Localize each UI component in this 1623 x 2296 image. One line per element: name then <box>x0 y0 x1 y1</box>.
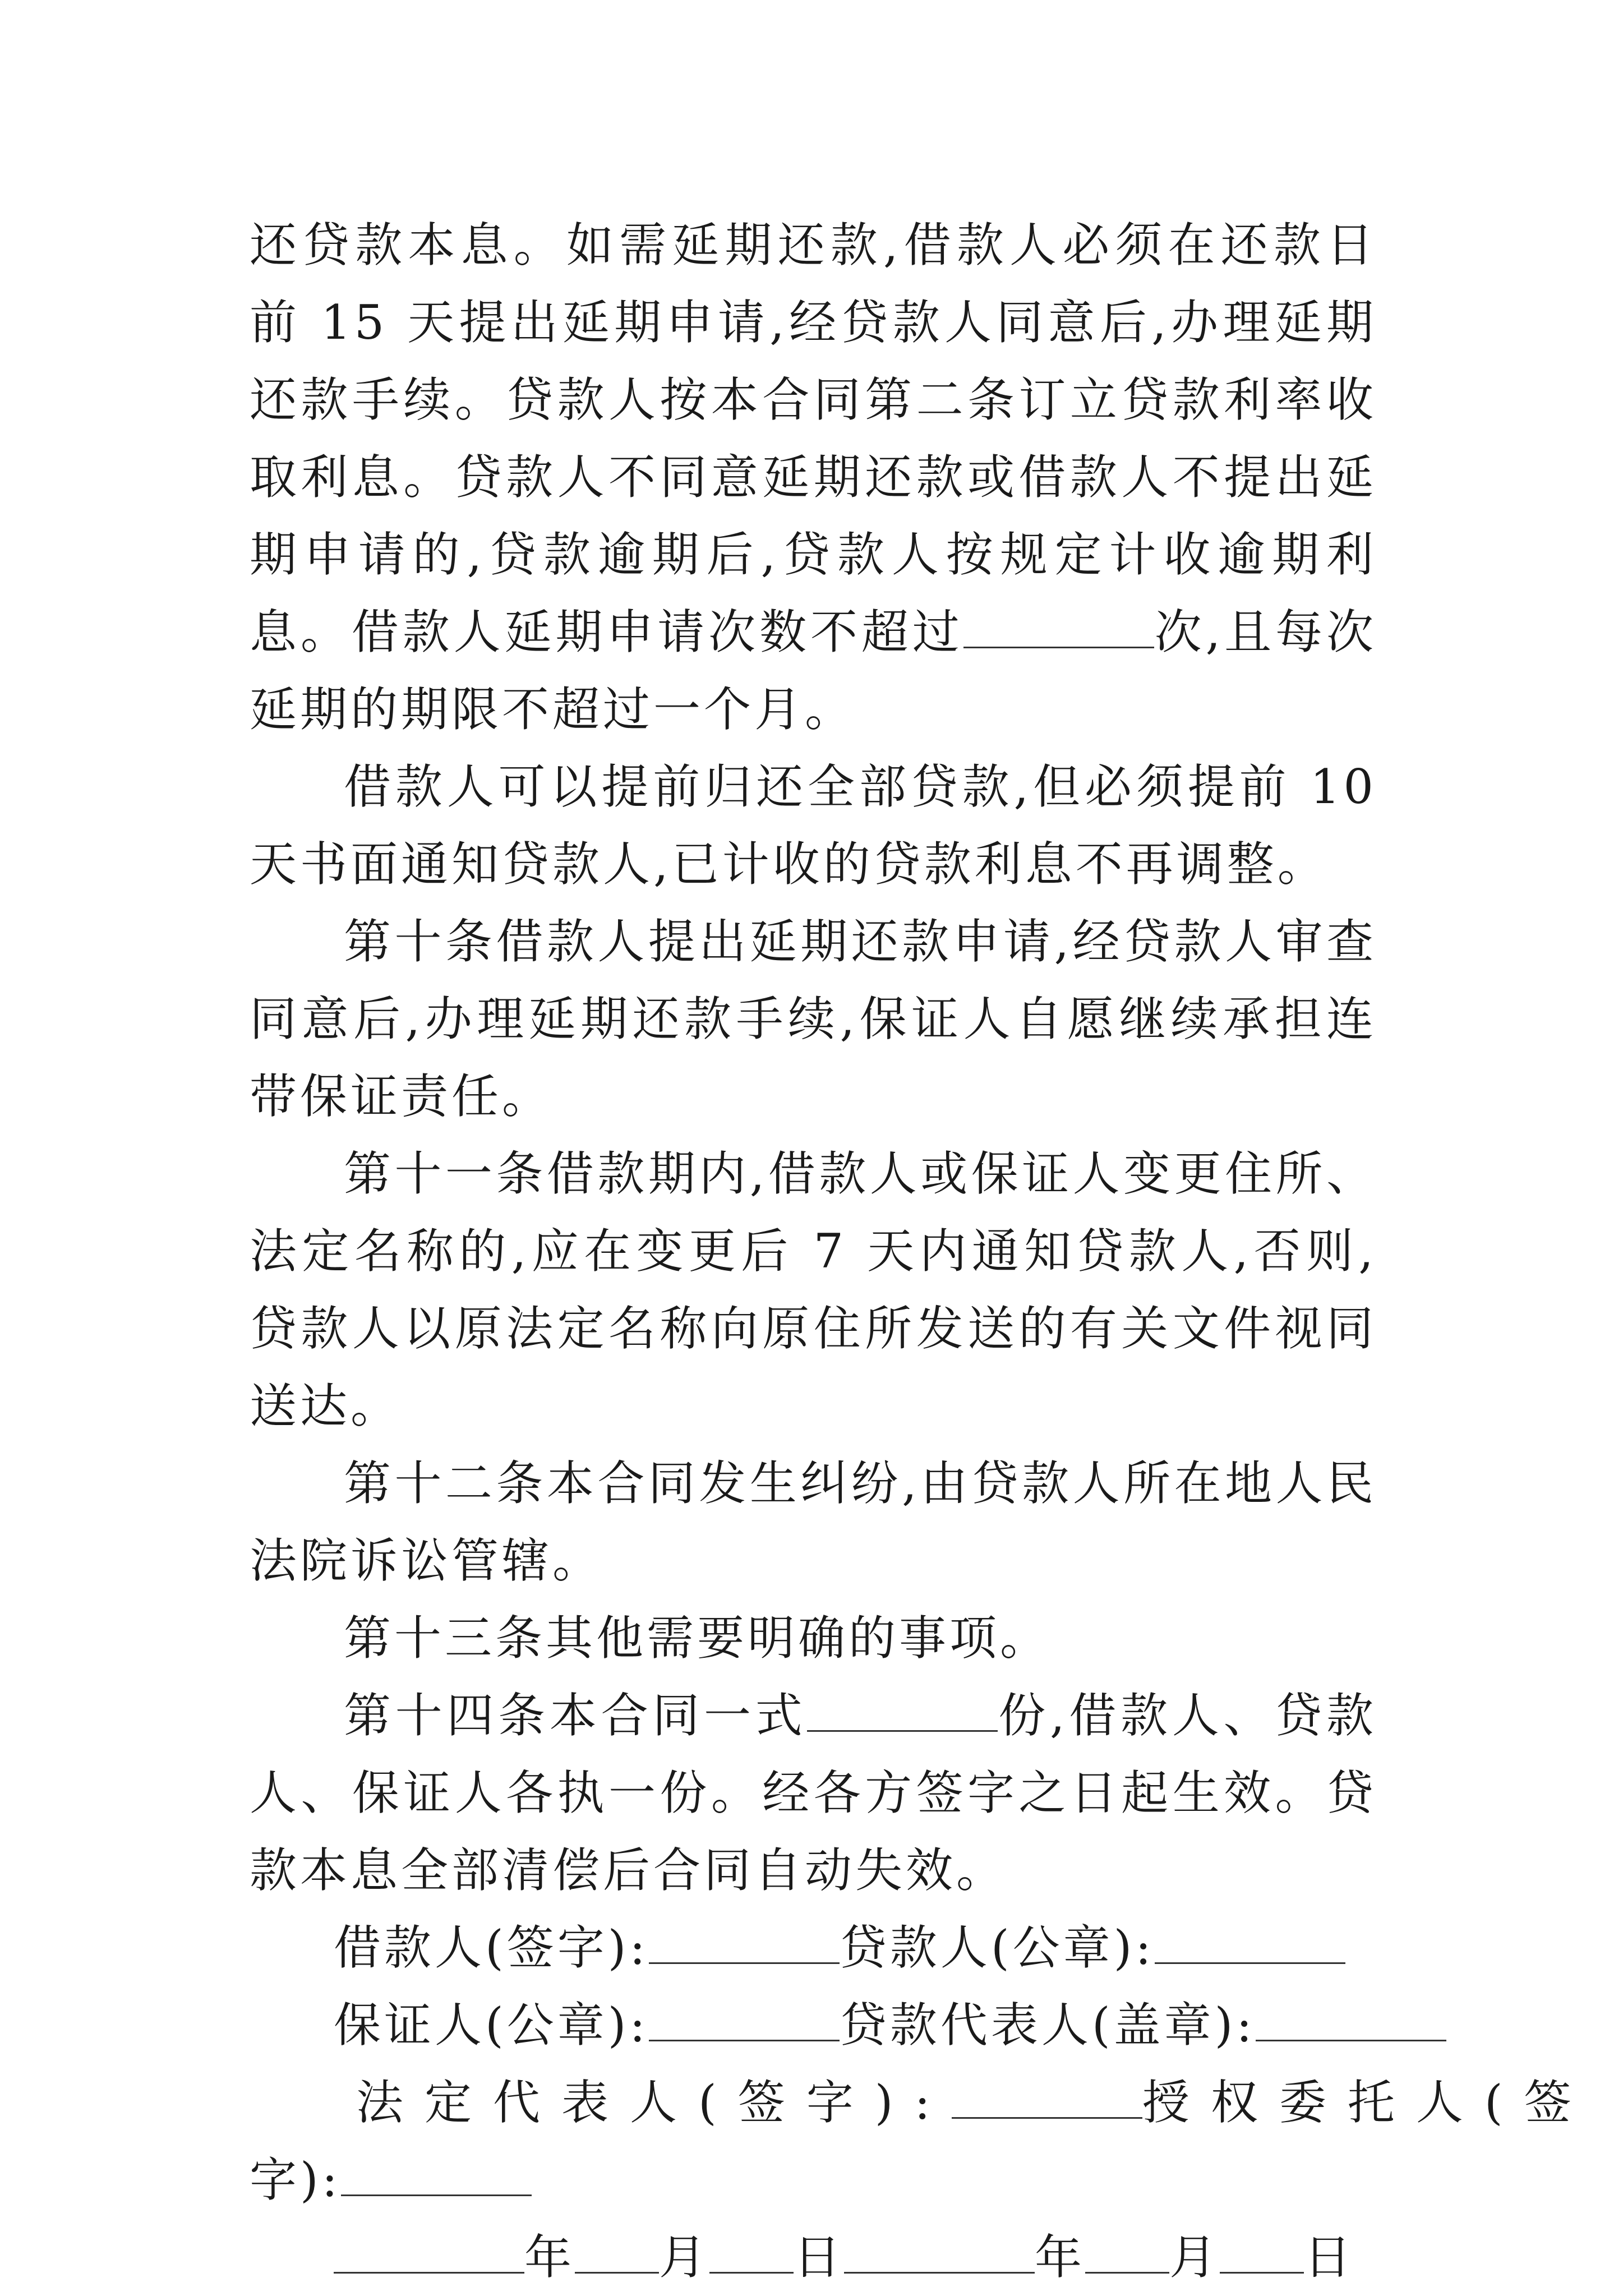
article-12: 第十二条本合同发生纠纷,由贷款人所在地人民法院诉讼管辖。 <box>250 1456 1377 1588</box>
paragraph-text: 第十四条本合同一式 <box>344 1688 807 1743</box>
article-14 <box>250 1677 1377 1909</box>
paragraph-text: 还贷款本息。如需延期还款,借款人必须在还款日前 15 天提出延期申请,经贷款人同意后,办理延期还款手续。贷款人按本合同第二条订立贷款利率收取利息。贷款人不同意延期还款或借款人不提出延期申请的,贷款逾期后,贷款人按规定计收逾期利息。借款人延期申请次数不超过 <box>250 218 1377 660</box>
lender-rep-seal-blank[interactable] <box>1256 2000 1446 2041</box>
date-row <box>250 2219 1377 2296</box>
legal-rep-signature-blank[interactable] <box>952 2078 1142 2119</box>
date-year-blank-1[interactable] <box>334 2233 524 2274</box>
copies-count-blank[interactable] <box>807 1691 998 1732</box>
article-10: 第十条借款人提出延期还款申请,经贷款人审查同意后,办理延期还款手续,保证人自愿继续承担连带保证责任。 <box>250 914 1377 1124</box>
paragraph-extension-terms <box>250 206 1377 748</box>
date-day-blank-1[interactable] <box>709 2233 794 2274</box>
guarantor-seal-blank[interactable] <box>649 2000 840 2041</box>
authorized-signature-blank[interactable] <box>341 2155 532 2196</box>
day-label: 日 <box>1304 2230 1355 2285</box>
lender-seal-blank[interactable] <box>1155 1923 1345 1964</box>
month-label: 月 <box>1169 2230 1220 2285</box>
paragraph-early-repayment: 借款人可以提前归还全部贷款,但必须提前 10 天书面通知贷款人,已计收的贷款利息不再调整。 <box>250 759 1377 892</box>
paragraph-text: 次,且每次延期的期限不超过一个月。 <box>250 605 1377 737</box>
date-month-blank-1[interactable] <box>575 2233 659 2274</box>
borrower-signature-label: 借款人(签字): <box>334 1920 649 1975</box>
year-label: 年 <box>524 2230 575 2285</box>
paragraph-text: 份,借款人、贷款人、保证人各执一份。经各方签字之日起生效。贷款本息全部清偿后合同自动失效。 <box>250 1688 1377 1898</box>
signature-row-legal-rep-authorized <box>250 2064 1593 2141</box>
date-day-blank-2[interactable] <box>1220 2233 1304 2274</box>
lender-rep-seal-label: 贷款代表人(盖章): <box>839 1998 1256 2053</box>
date-year-blank-2[interactable] <box>844 2233 1035 2274</box>
guarantor-seal-label: 保证人(公章): <box>334 1998 649 2053</box>
article-11: 第十一条借款期内,借款人或保证人变更住所、法定名称的,应在变更后 7 天内通知贷款人,否则,贷款人以原法定名称向原住所发送的有关文件视同送达。 <box>250 1146 1377 1433</box>
legal-rep-signature-label: 法定代表人(签字): <box>356 2075 952 2130</box>
month-label: 月 <box>659 2230 710 2285</box>
borrower-signature-blank[interactable] <box>649 1923 840 1964</box>
authorized-signature-label: 授权委托人(签 <box>1142 2075 1593 2130</box>
extension-count-blank[interactable] <box>963 607 1154 648</box>
date-month-blank-2[interactable] <box>1085 2233 1169 2274</box>
signature-row-authorized-cont <box>250 2141 1377 2219</box>
year-label: 年 <box>1035 2230 1086 2285</box>
contract-page <box>250 206 1593 2296</box>
lender-seal-label: 贷款人(公章): <box>839 1920 1155 1975</box>
day-label: 日 <box>794 2230 845 2285</box>
signature-row-guarantor-lender-rep <box>250 1986 1377 2064</box>
article-13: 第十三条其他需要明确的事项。 <box>344 1611 1051 1666</box>
authorized-signature-label-cont: 字): <box>250 2152 342 2207</box>
signature-row-borrower-lender <box>250 1909 1377 1986</box>
